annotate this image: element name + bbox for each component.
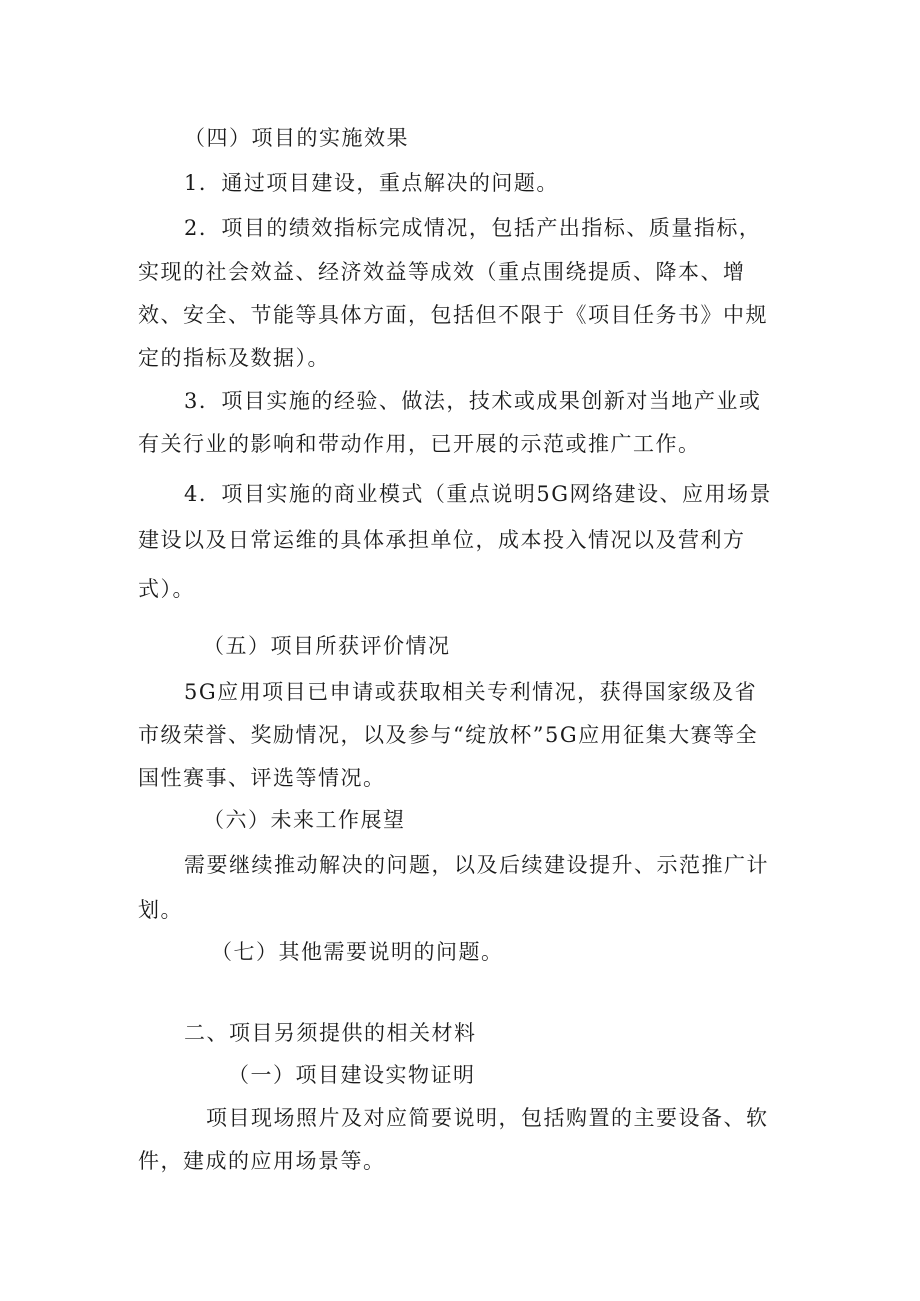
section-5-paragraph-line-1: 5G应用项目已申请或获取相关专利情况，获得国家级及省	[184, 680, 758, 704]
section-5-heading: （五）项目所获评价情况	[203, 634, 451, 658]
section-4-item-1: 1．通过项目建设，重点解决的问题。	[184, 171, 559, 195]
section-5-paragraph-line-2: 市级荣誉、奖励情况，以及参与“绽放杯”5G应用征集大赛等全	[138, 723, 759, 747]
section-4-item-4-line-3: 式）。	[138, 577, 195, 601]
part-2-sub-1-paragraph-line-2: 件，建成的应用场景等。	[138, 1149, 386, 1173]
section-4-item-2-line-4: 定的指标及数据）。	[138, 346, 330, 370]
section-6-paragraph-line-2: 划。	[138, 898, 183, 922]
section-4-item-2-line-1: 2．项目的绩效指标完成情况，包括产出指标、质量指标，	[184, 216, 762, 240]
section-4-item-3-line-1: 3．项目实施的经验、做法，技术或成果创新对当地产业或	[184, 389, 762, 413]
section-6-paragraph-line-1: 需要继续推动解决的问题，以及后续建设提升、示范推广计	[184, 853, 769, 877]
section-7-heading: （七）其他需要说明的问题。	[211, 940, 504, 964]
section-4-item-3-line-2: 有关行业的影响和带动作用，已开展的示范或推广工作。	[138, 432, 701, 456]
section-4-item-4-line-1: 4．项目实施的商业模式（重点说明5G网络建设、应用场景	[184, 482, 772, 506]
part-2-sub-1-heading: （一）项目建设实物证明	[228, 1063, 476, 1087]
part-2-heading: 二、项目另须提供的相关材料	[184, 1021, 477, 1045]
section-4-item-2-line-3: 效、安全、节能等具体方面，包括但不限于《项目任务书》中规	[138, 303, 768, 327]
section-5-paragraph-line-3: 国性赛事、评选等情况。	[138, 766, 386, 790]
section-6-heading: （六）未来工作展望	[203, 808, 406, 832]
section-4-item-2-line-2: 实现的社会效益、经济效益等成效（重点围绕提质、降本、增	[138, 260, 746, 284]
section-4-heading: （四）项目的实施效果	[184, 126, 409, 150]
section-4-item-4-line-2: 建设以及日常运维的具体承担单位，成本投入情况以及营利方	[138, 528, 746, 552]
part-2-sub-1-paragraph-line-1: 项目现场照片及对应简要说明，包括购置的主要设备、软	[206, 1106, 769, 1130]
